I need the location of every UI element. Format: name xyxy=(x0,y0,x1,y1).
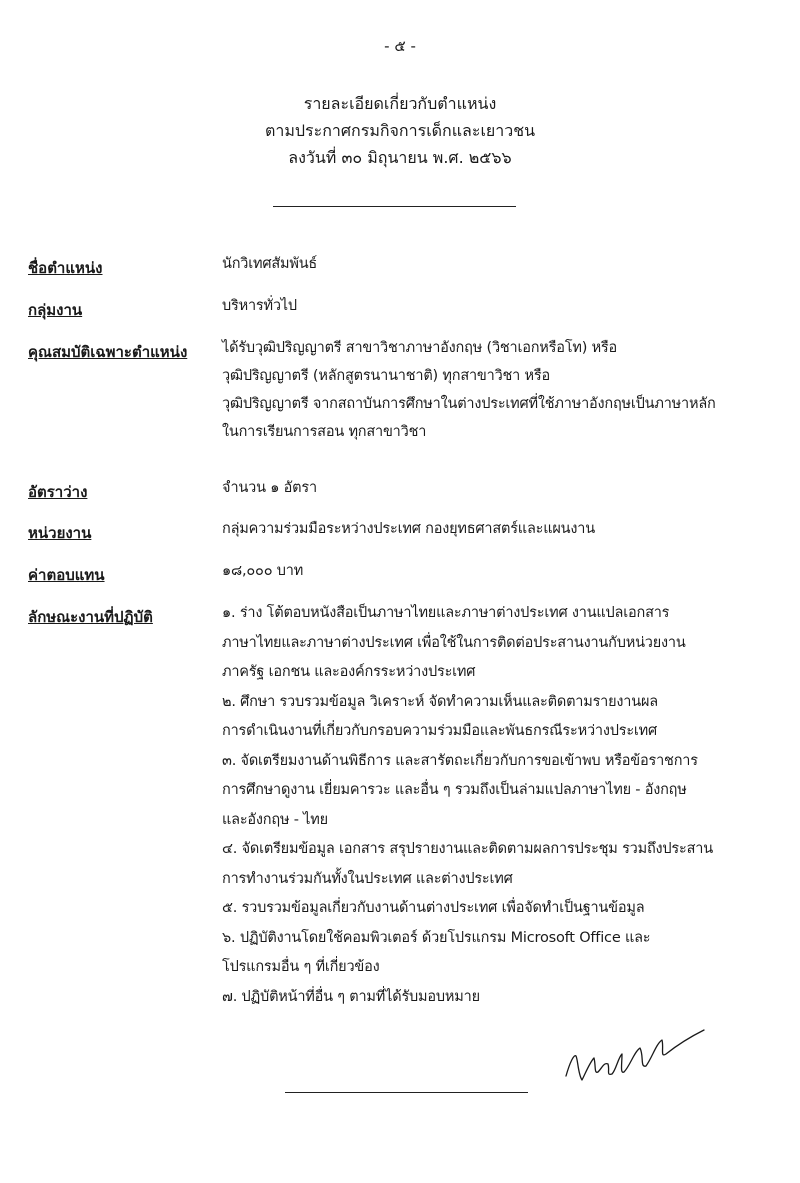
duty-line: ๒. ศึกษา รวบรวมข้อมูล วิเคราะห์ จัดทำความเห็นและติดตามรายงานผล xyxy=(222,693,658,710)
duty-line: ๗. ปฏิบัติหน้าที่อื่น ๆ ตามที่ได้รับมอบหมาย xyxy=(222,988,480,1005)
divider-bottom xyxy=(285,1092,528,1093)
heading-line-2: ตามประกาศกรมกิจการเด็กและเยาวชน xyxy=(264,121,536,140)
field-label: หน่วยงาน xyxy=(28,524,92,542)
page-number: - ๕ - xyxy=(384,37,416,55)
field-value: นักวิเทศสัมพันธ์ xyxy=(222,256,318,272)
qualification-line: วุฒิปริญญาตรี (หลักสูตรนานาชาติ) ทุกสาขาวิชา หรือ xyxy=(222,368,550,384)
field-label: ลักษณะงานที่ปฏิบัติ xyxy=(28,608,153,626)
duty-line: โปรแกรมอื่น ๆ ที่เกี่ยวข้อง xyxy=(222,959,380,975)
duty-line: การทำงานร่วมกันทั้งในประเทศ และต่างประเทศ xyxy=(222,870,513,887)
field-value: ๑๘,๐๐๐ บาท xyxy=(222,563,304,579)
divider-top xyxy=(273,206,516,207)
field-label: ค่าตอบแทน xyxy=(28,566,105,584)
heading-line-3: ลงวันที่ ๓๐ มิถุนายน พ.ศ. ๒๕๖๖ xyxy=(288,148,512,167)
duty-line: ภาษาไทยและภาษาต่างประเทศ เพื่อใช้ในการติดต่อประสานงานกับหน่วยงาน xyxy=(222,634,686,651)
duty-line: ๑. ร่าง โต้ตอบหนังสือเป็นภาษาไทยและภาษาต่างประเทศ งานแปลเอกสาร xyxy=(222,605,670,621)
field-label: คุณสมบัติเฉพาะตำแหน่ง xyxy=(28,343,188,361)
duty-line: ๖. ปฏิบัติงานโดยใช้คอมพิวเตอร์ ด้วยโปรแกรม Microsoft Office และ xyxy=(222,929,651,946)
duty-line: ๔. จัดเตรียมข้อมูล เอกสาร สรุปรายงานและติดตามผลการประชุม รวมถึงประสาน xyxy=(222,841,713,857)
duty-line: ๓. จัดเตรียมงานด้านพิธีการ และสารัตถะเกี่ยวกับการขอเข้าพบ หรือข้อราชการ xyxy=(222,752,698,769)
field-label: กลุ่มงาน xyxy=(28,301,83,319)
field-label: อัตราว่าง xyxy=(28,483,88,501)
qualification-line: วุฒิปริญญาตรี จากสถาบันการศึกษาในต่างประเทศที่ใช้ภาษาอังกฤษเป็นภาษาหลัก xyxy=(222,396,716,412)
duty-line: ๕. รวบรวมข้อมูลเกี่ยวกับงานด้านต่างประเทศ เพื่อจัดทำเป็นฐานข้อมูล xyxy=(222,900,645,916)
duty-line: การศึกษาดูงาน เยี่ยมคารวะ และอื่น ๆ รวมถึงเป็นล่ามแปลภาษาไทย - อังกฤษ xyxy=(222,782,687,798)
duty-line: และอังกฤษ - ไทย xyxy=(222,811,328,828)
field-value: จำนวน ๑ อัตรา xyxy=(222,480,317,496)
heading-line-1: รายละเอียดเกี่ยวกับตำแหน่ง xyxy=(303,94,497,113)
qualification-line: ในการเรียนการสอน ทุกสาขาวิชา xyxy=(222,424,427,440)
field-value xyxy=(222,599,782,1012)
field-value xyxy=(222,334,782,446)
duty-line: การดำเนินงานที่เกี่ยวกับกรอบความร่วมมือและพันธกรณีระหว่างประเทศ xyxy=(222,723,658,739)
duty-line: ภาครัฐ เอกชน และองค์กรระหว่างประเทศ xyxy=(222,664,476,680)
field-value: กลุ่มความร่วมมือระหว่างประเทศ กองยุทธศาสตร์และแผนงาน xyxy=(222,521,595,537)
document-heading xyxy=(0,90,800,171)
qualification-line: ได้รับวุฒิปริญญาตรี สาขาวิชาภาษาอังกฤษ (วิชาเอกหรือโท) หรือ xyxy=(222,340,618,356)
field-label: ชื่อตำแหน่ง xyxy=(28,259,103,277)
signature-icon xyxy=(560,1018,710,1098)
field-value: บริหารทั่วไป xyxy=(222,298,297,314)
